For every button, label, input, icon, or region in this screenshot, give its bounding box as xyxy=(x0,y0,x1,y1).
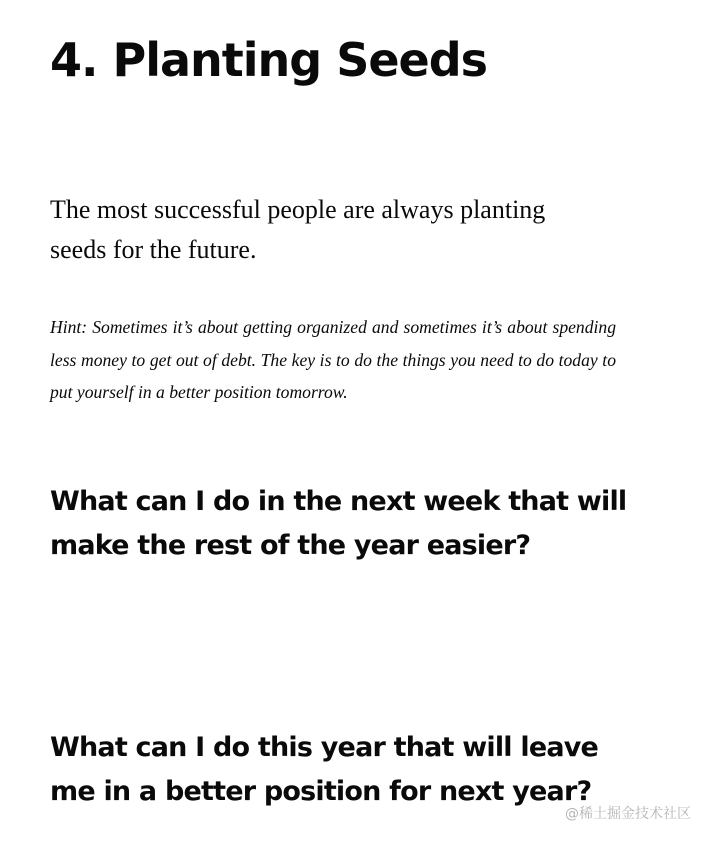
watermark: @稀土掘金技术社区 xyxy=(565,806,691,822)
question-2: What can I do this year that will leave me in a better position for next year? xyxy=(50,732,599,807)
section-title: 4. Planting Seeds xyxy=(50,33,488,87)
question-1: What can I do in the next week that will make the rest of the year easier? xyxy=(50,486,627,561)
lead-paragraph: The most successful people are always planting seeds for the future. xyxy=(50,195,546,264)
hint-paragraph: Hint: Sometimes it’s about getting organized and sometimes it’s about spending less money to get out of debt. The key is to do the things you need to do today to put yourself in a better position tomorrow. xyxy=(50,317,616,402)
